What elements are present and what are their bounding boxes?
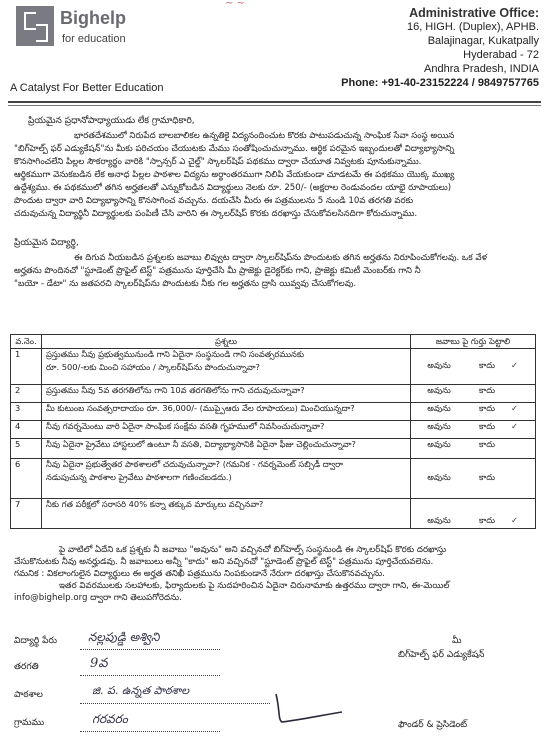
question-text: ప్రస్తుతము నీవు 5వ తరగతిలోను గాని 10వ తరగతిలోను గాని చదువుచున్నావా? xyxy=(42,385,411,403)
yes-option[interactable]: అవును xyxy=(427,403,451,413)
no-option[interactable]: కాదు xyxy=(479,515,495,525)
row-number: 3 xyxy=(11,403,42,421)
no-option[interactable]: కాదు xyxy=(479,403,495,413)
tagline: A Catalyst For Better Education xyxy=(10,82,164,94)
address-line: Andhra Pradesh, INDIA xyxy=(424,63,539,75)
note-line: చేసుకొనుటకు నీవు అనర్హుడవు. నీ జవాబులు అన్నీ "కాదు" అని వచ్చినచో "స్టూడెంట్ ప్రొఫైల్ టెస్ట్" పత్రమును పూర్తిచేయవలెను. xyxy=(14,557,434,567)
salutation-student: ప్రియమైన విద్యార్థి, xyxy=(14,238,79,248)
para-line: "బిగ్‌హెల్ప్ ఫర్ ఎడ్యుకేషన్"ను మీకు పరిచయం చేయుటకు మేము సంతోషించుచున్నాము. ఆర్థిక పరమైన ఇబ్బందులతో విద్యాభ్యాసాన్ని xyxy=(14,144,455,154)
contact-email-line: info@bighelp.org ద్వారా గాని తెలుపగోరెదను. xyxy=(14,593,182,603)
table-row xyxy=(11,499,536,529)
check-mark-icon: ✓ xyxy=(511,403,518,413)
brand-subtitle: for education xyxy=(62,33,126,45)
village-label: గ్రామము xyxy=(14,718,45,728)
question-text xyxy=(42,459,411,499)
para-line: "బయో - డేటా" ను జతపరచి స్కాలర్‌షిప్‌ను పొందుటకు నీకు గల అర్హతను ద్రాసి యివ్వవు చేసుకోగలవు. xyxy=(14,279,357,289)
no-option[interactable]: కాదు xyxy=(479,360,495,370)
question-text: నీకు గత పరీక్షలో సరాసరి 40% కన్నా తక్కువ మార్కులు వచ్చినవా? xyxy=(42,499,411,529)
row-number: 4 xyxy=(11,421,42,439)
sign-org: బిగ్‌హెల్ప్ ఫర్ ఎడ్యుకేషన్ xyxy=(398,650,485,660)
row-number: 5 xyxy=(11,439,42,459)
phone-number: Phone: +91-40-23152224 / 9849757765 xyxy=(341,77,539,89)
para-line: పొందుట ద్వారా వారి విద్యాభ్యాసాన్ని కొనసాగించ వచ్చును. దయచేసి మీరు ఈ పత్రములను 5 నుండి 10వ తరగతి వరకు xyxy=(14,196,414,206)
office-address xyxy=(341,6,539,90)
brand-name: Bighelp xyxy=(60,8,126,28)
name-line xyxy=(80,649,220,650)
check-mark-icon: ✓ xyxy=(511,515,518,525)
intro-paragraph xyxy=(14,130,539,221)
table-row xyxy=(11,439,536,459)
yes-option[interactable]: అవును xyxy=(427,360,451,370)
sign-role: ఫౌండర్ & ప్రెసిడెంట్ xyxy=(398,720,468,730)
no-option[interactable]: కాదు xyxy=(479,472,495,482)
check-mark-icon: ✓ xyxy=(511,360,518,370)
no-option[interactable]: కాదు xyxy=(479,439,495,449)
no-option[interactable]: కాదు xyxy=(479,421,495,431)
table-row xyxy=(11,403,536,421)
office-title: Administrative Office: xyxy=(409,6,539,20)
bighelp-logo xyxy=(16,6,54,46)
answer-cell[interactable] xyxy=(411,459,536,499)
village-line xyxy=(80,731,220,732)
address-line: Balajinagar, Kukatpally xyxy=(427,35,539,47)
yes-option[interactable]: అవును xyxy=(427,515,451,525)
col-answer-header: జవాబు పై గుర్తు పెట్టాలి xyxy=(411,335,536,349)
col-question-header: ప్రశ్నలు xyxy=(42,335,411,349)
para-line: చదువుచున్న విద్యార్థినీ విద్యార్థులకు పంపిణీ చేసి వారిని ఈ స్కాలర్‌షిప్ కొరకు దరఖాస్తు చేసుకోవలసినదిగా కోరుచున్నాము. xyxy=(14,209,418,219)
para-line: ఉద్దేశ్యము. ఈ పథకములో తగిన అర్హతలతో ఎన్నుకోబడిన విద్యార్థులు నెలకు రూ. 250/- (అక్షరాల రెండువందల యాభై రూపాయలు) xyxy=(14,183,452,193)
check-mark-icon: ✓ xyxy=(511,421,518,431)
para-line: భారతదేశములో నిరుపేద బాలబాలికల ఉన్నతికై విద్యనందించుట కొరకు పాటుపడుచున్న సాంఘిక సేవా సంస్థ అయిన xyxy=(74,131,455,141)
para-line: ఆర్థికముగా వెనుకబడిన లేక అనాధ పిల్లల పాఠశాల విద్యను అర్థాంతరముగా నిలిపి వేయకుండా చూడటమే ఈ పథకము యొక్క ముఖ్య xyxy=(14,170,455,180)
salutation: ప్రియమైన ప్రధానోపాధ్యాయుడు లేక గ్రామాధికారి, xyxy=(28,116,195,126)
col-number-header: వ.నెం. xyxy=(11,335,42,349)
table-header-row xyxy=(11,335,536,349)
note-line: గమనిక : వికలాంగులైన విద్యార్థులు ఈ అర్హత తనిఖీ పత్రమును నింపకుండానే నేరుగా దరఖాస్తు చేసుకొనవచ్చును. xyxy=(14,569,385,579)
notes-block xyxy=(14,544,539,604)
question-line: రూ. 500/-లకు మించి సహాయం / స్కాలర్‌షిప్‌ను పొందుచున్నావా? xyxy=(46,362,260,372)
signature-scribble xyxy=(268,690,348,726)
note-line: పై వాటిలో ఏదేని ఒక ప్రశ్నకు నీ జవాబు "అవును" అని వచ్చినచో బిగ్‌హెల్ప్ సంస్థనుండి ఈ స్కాలర్‌షిప్ కొరకు దరఖాస్తు xyxy=(59,545,447,555)
answer-cell[interactable] xyxy=(411,403,536,421)
table-row xyxy=(11,349,536,385)
table-row xyxy=(11,421,536,439)
question-line: ప్రస్తుతము నీవు ప్రభుత్వమునుండి గాని ఏదైనా సంస్థనుండి గాని సంవత్సరమునకు xyxy=(46,349,305,359)
answer-cell[interactable] xyxy=(411,385,536,403)
answer-cell[interactable] xyxy=(411,349,536,385)
question-text: నీవు ఏదైనా ప్రైవేటు హాస్టలులో ఉంటూ నీ వసతి, విద్యాభ్యాసానికి ఏదైనా ఫీజు చెల్లించుచున్నావా? xyxy=(42,439,411,459)
row-number: 1 xyxy=(11,349,42,385)
school-label: పాఠశాల xyxy=(14,690,43,700)
question-text: మీ కుటుంబ సంవత్సరాదాయం రూ. 36,000/- (ముప్పైఆరు వేల రూపాయలు) మించియున్నదా? xyxy=(42,403,411,421)
para-line: కొనసాగించలేని పిల్లల సౌకర్యార్థం వారికి "స్పాన్సర్ ఎ చైల్డ్" స్కాలర్‌షిప్ పథకము ద్వారా చేయూత నివ్వటకు పూనుకున్నాము. xyxy=(14,157,422,167)
name-label: విద్యార్థి పేరు xyxy=(14,636,57,646)
class-value[interactable]: 9వ xyxy=(90,656,108,671)
yes-option[interactable]: అవును xyxy=(427,439,451,449)
address-line: 16, HIGH. (Duplex), APHB. xyxy=(406,21,539,33)
school-value[interactable]: జి. ప. ఉన్నత పాఠశాల xyxy=(92,684,190,697)
village-value[interactable]: గరవరం xyxy=(92,712,128,726)
question-line: నడుపుచున్న పాఠశాల ప్రైవేటు పాఠశాలగా గణించబడదు.) xyxy=(46,472,232,482)
para-line: ఈ దిగువ నీయబడిన ప్రశ్నలకు జవాబు లివ్వుట ద్వారా స్కాలర్‌షిప్‌ను పొందుటకు తగిన అర్హతను నిరూపించుకోగలవు. ఒక వేళ xyxy=(74,253,488,263)
school-line xyxy=(80,703,270,704)
sign-yours: మీ xyxy=(452,636,462,646)
yes-option[interactable]: అవును xyxy=(427,472,451,482)
question-line: నీవు ఏదైనా ప్రభుత్వేతర పాఠశాలలో చదువుచున్నావా? (గమనిక - గవర్నమెంట్ సబ్సిడీ ద్వారా xyxy=(46,459,343,469)
header-divider-thin xyxy=(8,105,541,106)
answer-cell[interactable] xyxy=(411,421,536,439)
row-number: 7 xyxy=(11,499,42,529)
no-option[interactable]: కాదు xyxy=(479,385,495,395)
row-number: 2 xyxy=(11,385,42,403)
table-row xyxy=(11,459,536,499)
eligibility-table xyxy=(10,334,536,529)
question-text: నీవు గవర్నమెంటు వారి ఏదైనా సాంఘిక సంక్షేమ వసతి గృహములో నివసించుచున్నావా? xyxy=(42,421,411,439)
yes-option[interactable]: అవును xyxy=(427,421,451,431)
address-line: Hyderabad - 72 xyxy=(463,49,539,61)
scribble-mark: ~ ~ xyxy=(225,0,245,9)
answer-cell[interactable] xyxy=(411,439,536,459)
answer-cell[interactable] xyxy=(411,499,536,529)
yes-option[interactable]: అవును xyxy=(427,385,451,395)
class-line xyxy=(80,675,220,676)
question-text xyxy=(42,349,411,385)
note-line: ఇతర వివరములకు సలహాలకు, ఫిర్యాదులకు పై నుదహరించిన ఏదైనా చిరునామాకు ఉత్తరము ద్వారా గాని, ఈ-మెయిల్ xyxy=(59,581,450,591)
row-number: 6 xyxy=(11,459,42,499)
name-value[interactable]: నల్లపుడ్డి అశ్విని xyxy=(88,630,160,644)
para-line: అర్హతను పొందినచో "స్టూడెంట్ ప్రొఫైల్ టెస్ట్" పత్రమును పూర్తిచేసి మీ ప్రాజెక్టు డైరెక్టర్‌కు గాని, ప్రాజెక్టు కమిటీ మెంబర్‌కు గాని నీ xyxy=(14,266,421,276)
student-paragraph xyxy=(14,252,539,291)
class-label: తరగతి xyxy=(14,662,39,672)
table-row xyxy=(11,385,536,403)
header-divider xyxy=(8,101,541,103)
